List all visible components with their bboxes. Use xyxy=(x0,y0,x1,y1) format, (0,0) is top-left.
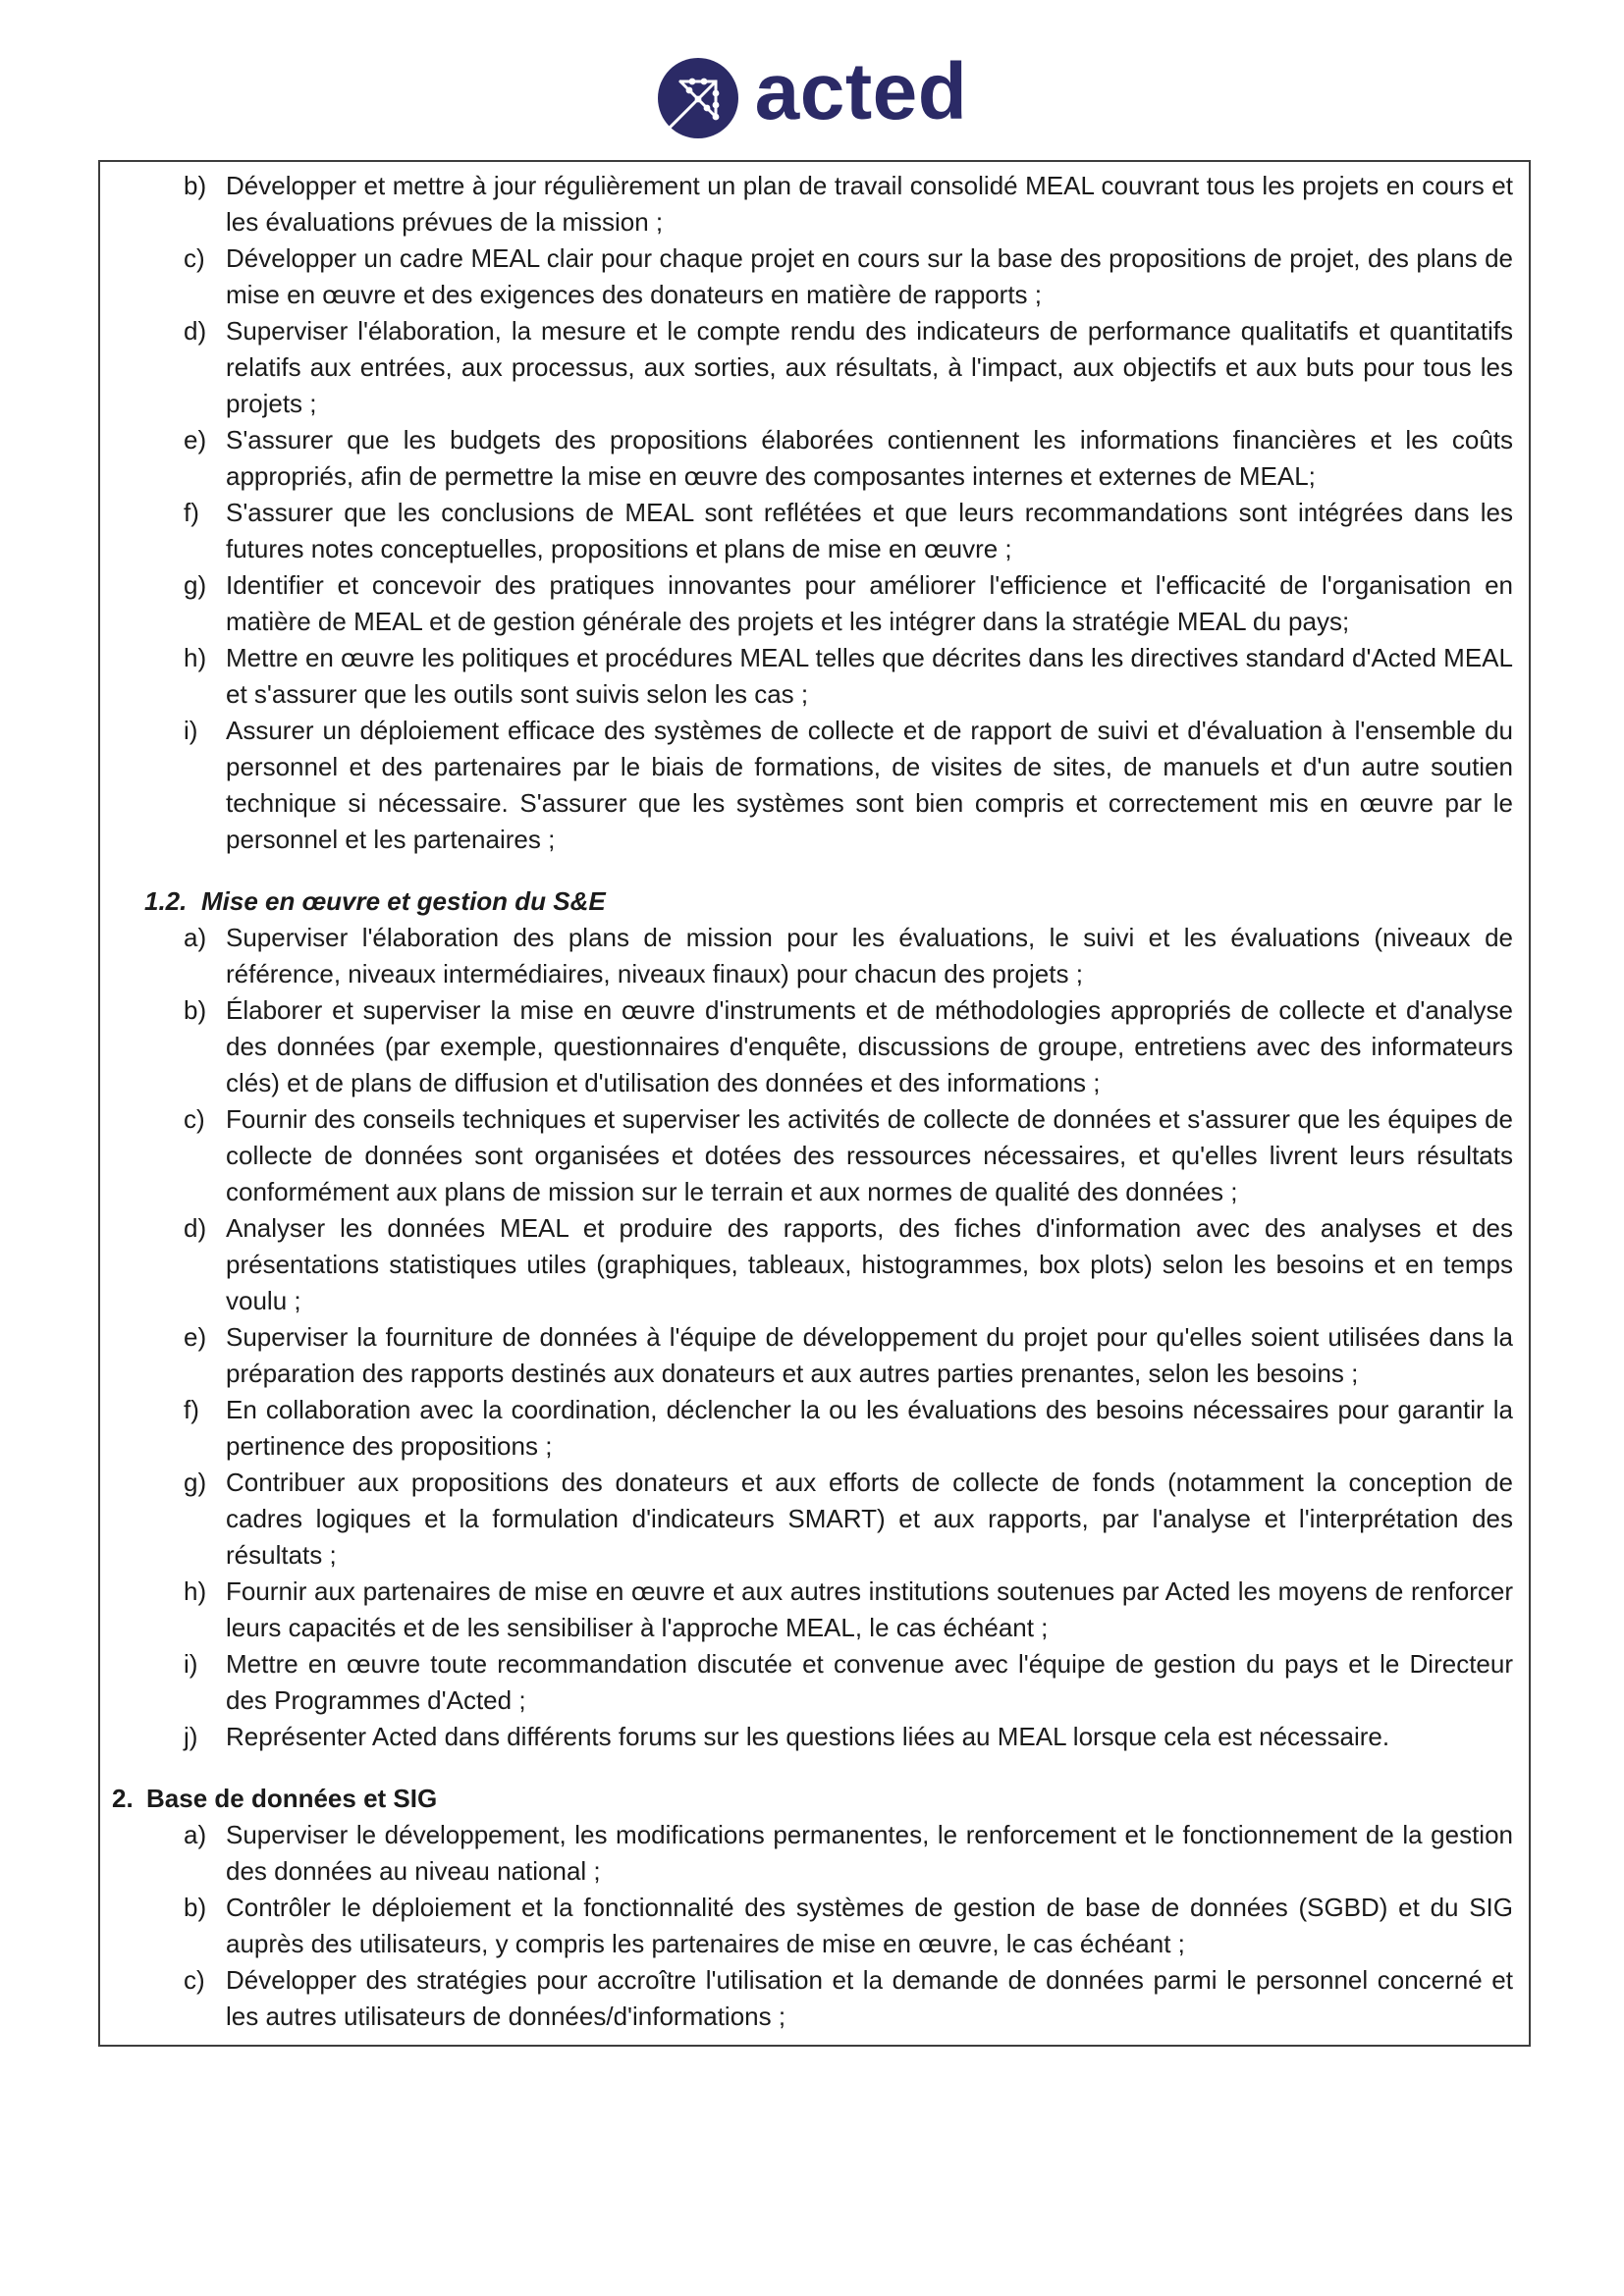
list-item xyxy=(100,240,1513,313)
list-item-marker: h) xyxy=(184,1576,207,1606)
list-item xyxy=(100,168,1513,240)
list-item xyxy=(100,422,1513,495)
list-item-text: Superviser le développement, les modifications permanentes, le renforcement et le fonctionnement de la gestion des données au niveau national ; xyxy=(226,1820,1513,1886)
list-item-text: Développer et mettre à jour régulièrement un plan de travail consolidé MEAL couvrant tous les projets en cours et les évaluations prévues de la mission ; xyxy=(226,171,1513,237)
document-content-box xyxy=(98,160,1531,2047)
list-item-marker: g) xyxy=(184,570,207,600)
list-item-marker: j) xyxy=(184,1722,198,1751)
list-item-marker: e) xyxy=(184,425,207,454)
list-item-text: En collaboration avec la coordination, déclencher la ou les évaluations des besoins nécessaires pour garantir la pertinence des propositions ; xyxy=(226,1395,1513,1461)
list-item-text: Contrôler le déploiement et la fonctionnalité des systèmes de gestion de base de données (SGBD) et du SIG auprès des utilisateurs, y compris les partenaires de mise en œuvre, le cas échéant ; xyxy=(226,1893,1513,1958)
list-item xyxy=(100,992,1513,1101)
list-item-text: S'assurer que les conclusions de MEAL sont reflétées et que leurs recommandations sont intégrées dans les futures notes conceptuelles, propositions et plans de mise en œuvre ; xyxy=(226,498,1513,563)
list-item-text: Développer un cadre MEAL clair pour chaque projet en cours sur la base des propositions de projet, des plans de mise en œuvre et des exigences des donateurs en matière de rapports ; xyxy=(226,243,1513,309)
list-item-marker: c) xyxy=(184,1104,205,1134)
list-item xyxy=(100,920,1513,992)
section-title: Base de données et SIG xyxy=(146,1784,438,1813)
section-heading-meal xyxy=(100,883,1513,920)
list-item-text: Contribuer aux propositions des donateurs et aux efforts de collecte de fonds (notamment la conception de cadres logiques et la formulation d'indicateurs SMART) et aux rapports, par l'analyse et l'interprétation des résultats ; xyxy=(226,1468,1513,1570)
list-item xyxy=(100,1719,1513,1755)
list-item-marker: e) xyxy=(184,1322,207,1352)
list-item-marker: a) xyxy=(184,923,207,952)
section-heading-database xyxy=(100,1781,1513,1817)
list-item xyxy=(100,1890,1513,1962)
list-item-marker: i) xyxy=(184,1649,198,1679)
list-item-text: Mettre en œuvre toute recommandation discutée et convenue avec l'équipe de gestion du pays et le Directeur des Programmes d'Acted ; xyxy=(226,1649,1513,1715)
acted-logo xyxy=(0,47,1624,139)
list-item-text: Fournir aux partenaires de mise en œuvre et aux autres institutions soutenues par Acted les moyens de renforcer leurs capacités et de les sensibiliser à l'approche MEAL, le cas échéant ; xyxy=(226,1576,1513,1642)
list-item-text: Mettre en œuvre les politiques et procédures MEAL telles que décrites dans les directives standard d'Acted MEAL et s'assurer que les outils sont suivis selon les cas ; xyxy=(226,643,1513,709)
list-item xyxy=(100,1319,1513,1392)
list-item xyxy=(100,1210,1513,1319)
list-item-text: Superviser la fourniture de données à l'équipe de développement du projet pour qu'elles soient utilisées dans la préparation des rapports destinés aux donateurs et aux autres parties prenantes, selon les besoins ; xyxy=(226,1322,1513,1388)
list-item-text: Superviser l'élaboration, la mesure et le compte rendu des indicateurs de performance qualitatifs et quantitatifs relatifs aux entrées, aux processus, aux sorties, aux résultats, à l'impact, aux objectifs et aux buts pour tous les projets ; xyxy=(226,316,1513,418)
list-item xyxy=(100,1962,1513,2035)
section-title: Mise en œuvre et gestion du S&E xyxy=(201,886,606,916)
list-item xyxy=(100,1392,1513,1465)
list-item-text: Développer des stratégies pour accroître l'utilisation et la demande de données parmi le personnel concerné et les autres utilisateurs de données/d'informations ; xyxy=(226,1965,1513,2031)
list-item xyxy=(100,495,1513,567)
list-item xyxy=(100,1817,1513,1890)
list-item xyxy=(100,313,1513,422)
list-item xyxy=(100,640,1513,713)
list-item-text: Identifier et concevoir des pratiques innovantes pour améliorer l'efficience et l'efficacité de l'organisation en matière de MEAL et de gestion générale des projets et les intégrer dans la stratégie MEAL du pays; xyxy=(226,570,1513,636)
list-item xyxy=(100,1465,1513,1574)
section-number: 1.2. xyxy=(144,886,188,916)
list-item-marker: i) xyxy=(184,716,198,745)
list-item-marker: b) xyxy=(184,1893,207,1922)
list-item xyxy=(100,1574,1513,1646)
list-item xyxy=(100,1101,1513,1210)
list-item-marker: d) xyxy=(184,1213,207,1243)
list-item-marker: d) xyxy=(184,316,207,346)
list-item-marker: c) xyxy=(184,243,205,273)
list-item-marker: f) xyxy=(184,498,199,527)
list-item xyxy=(100,713,1513,858)
brand-name: acted xyxy=(754,47,968,136)
list-item-marker: b) xyxy=(184,171,207,200)
meal-list xyxy=(100,920,1513,1755)
list-item-marker: h) xyxy=(184,643,207,672)
database-list xyxy=(100,1817,1513,2035)
list-item-marker: b) xyxy=(184,995,207,1025)
list-item-text: Élaborer et superviser la mise en œuvre d'instruments et de méthodologies appropriés de collecte et d'analyse des données (par exemple, questionnaires d'enquête, discussions de groupe, entretiens avec des informateurs clés) et de plans de diffusion et d'utilisation des données et des informations ; xyxy=(226,995,1513,1097)
list-item-text: Représenter Acted dans différents forums sur les questions liées au MEAL lorsque cela est nécessaire. xyxy=(226,1722,1390,1751)
list-item-text: S'assurer que les budgets des propositions élaborées contiennent les informations financières et les coûts appropriés, afin de permettre la mise en œuvre des composantes internes et externes de MEAL; xyxy=(226,425,1513,491)
list-item-marker: f) xyxy=(184,1395,199,1424)
list-item-text: Assurer un déploiement efficace des systèmes de collecte et de rapport de suivi et d'évaluation à l'ensemble du personnel et des partenaires par le biais de formations, de visites de sites, de manuels et d'un autre soutien technique si nécessaire. S'assurer que les systèmes sont bien compris et correctement mis en œuvre par le personnel et les partenaires ; xyxy=(226,716,1513,854)
list-item-text: Superviser l'élaboration des plans de mission pour les évaluations, le suivi et les évaluations (niveaux de référence, niveaux intermédiaires, niveaux finaux) pour chacun des projets ; xyxy=(226,923,1513,988)
intro-list xyxy=(100,168,1513,858)
list-item xyxy=(100,1646,1513,1719)
acted-logo-icon xyxy=(657,57,739,139)
list-item-text: Fournir des conseils techniques et superviser les activités de collecte de données et s'assurer que les équipes de collecte de données sont organisées et dotées des ressources nécessaires, et qu'elles livrent leurs résultats conformément aux plans de mission sur le terrain et aux normes de qualité des données ; xyxy=(226,1104,1513,1206)
section-number: 2. xyxy=(112,1784,134,1813)
list-item-marker: c) xyxy=(184,1965,205,1995)
list-item-text: Analyser les données MEAL et produire des rapports, des fiches d'information avec des analyses et des présentations statistiques utiles (graphiques, tableaux, histogrammes, box plots) selon les besoins et en temps voulu ; xyxy=(226,1213,1513,1315)
list-item-marker: g) xyxy=(184,1468,207,1497)
list-item xyxy=(100,567,1513,640)
list-item-marker: a) xyxy=(184,1820,207,1849)
